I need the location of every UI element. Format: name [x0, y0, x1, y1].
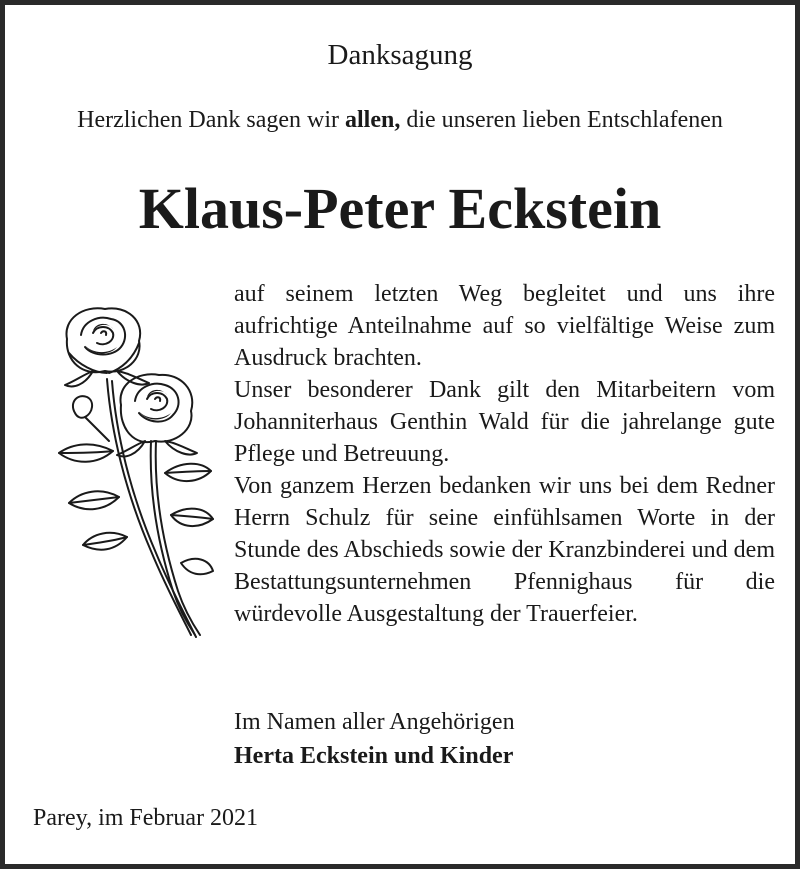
intro-text-after: die unseren lieben Entschlafenen	[400, 107, 723, 133]
notice-heading: Danksagung	[327, 39, 473, 71]
paragraph-3: Von ganzem Herzen bedanken wir uns bei dem Redner Herrn Schulz für seine einfühlsamen Worte in der Stunde des Abschieds sowie der Kranzbinderei und dem Bestattungsunternehmen Pfennighaus für die würdevolle Ausgestaltung der Trauerfeier.	[234, 473, 775, 627]
paragraph-2: Unser besonderer Dank gilt den Mitarbeitern vom Johanniterhaus Genthin Wald für die jahrelange gute Pflege und Betreuung.	[234, 377, 775, 467]
roses-illustration-icon	[49, 301, 214, 641]
sign-line: Im Namen aller Angehörigen	[234, 709, 515, 735]
signer-name: Herta Eckstein und Kinder	[234, 743, 514, 769]
intro-text-bold: allen,	[345, 107, 401, 133]
intro-text-before: Herzlichen Dank sagen wir	[77, 107, 345, 133]
place-date: Parey, im Februar 2021	[33, 805, 259, 831]
intro-line	[5, 103, 795, 137]
paragraph-1: auf seinem letzten Weg begleitet und uns ihre aufrichtige Anteilnahme auf so vielfältige Weise zum Ausdruck brachten.	[234, 281, 775, 371]
thank-you-text	[234, 278, 775, 630]
deceased-name: Klaus-Peter Eckstein	[138, 176, 662, 241]
signature-block	[234, 705, 515, 773]
